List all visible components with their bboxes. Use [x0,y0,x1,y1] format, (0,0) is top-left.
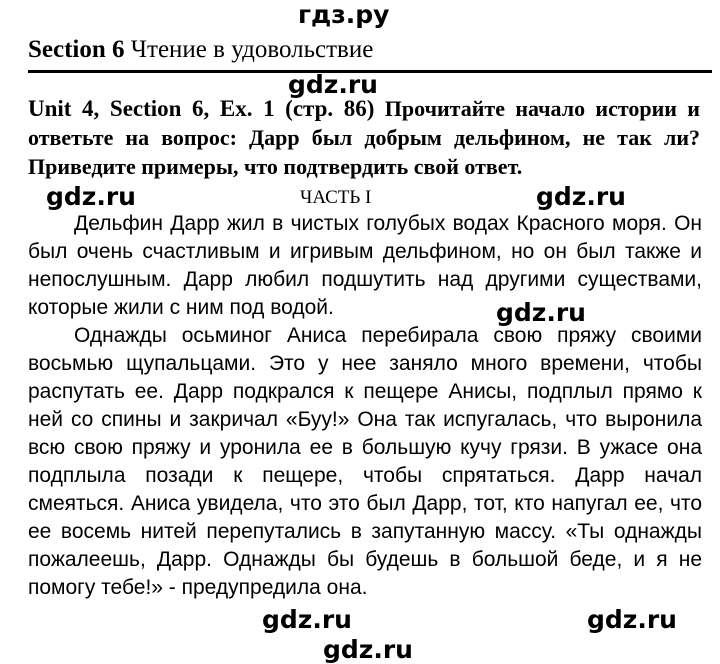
section-title: Чтение в удовольствие [130,36,374,63]
task-reference: Unit 4, Section 6, Ex. 1 (стр. 86) [28,96,375,121]
section-label: Section 6 [28,36,125,63]
watermark: gdz.ru [536,182,626,211]
watermark: gdz.ru [46,182,136,211]
task-instruction [28,94,700,181]
story-paragraph: Однажды осьминог Аниса перебирала свою пряжу своими восьмью щупальцами. Это у нее заняло много времени, чтобы распутать ее. Дарр подкрался к пещере Анисы, подплыл прямо к ней со спины и закричал «Буу!» Она так испугалась, что выронила всю свою пряжу и уронила ее в большую кучу грязи. В ужасе она подплыла позади к пещере, чтобы спрятаться. Дарр начал смеяться. Аниса увидела, что это был Дарр, тот, кто напугал ее, что ее восемь нитей перепутались в запутанную массу. «Ты однажды пожалеешь, Дарр. Однажды бы будешь в большой беде, и я не помогу тебе!» - предупредила она. [28,324,702,599]
watermark: gdz.ru [262,605,352,634]
section-header [28,35,373,65]
watermark: gdz.ru [587,605,677,634]
watermark: gdz.ru [323,635,413,664]
story-text [28,210,702,602]
watermark: gdz.ru [288,70,378,99]
watermark: gdz.ru [496,298,586,327]
part-title: ЧАСТЬ I [300,187,372,208]
task-text: Прочитайте начало истории и ответьте на вопрос: Дарр был добрым дельфином, не так ли? Приведите примеры, что подтвердить свой ответ. [28,96,700,179]
watermark-top: гдз.ру [298,0,390,29]
story-paragraph: Дельфин Дарр жил в чистых голубых водах Красного моря. Он был очень счастливым и игривым дельфином, но он был также и непослушным. Дарр любил подшутить над другими существами, которые жили с ним под водой. [28,212,702,319]
